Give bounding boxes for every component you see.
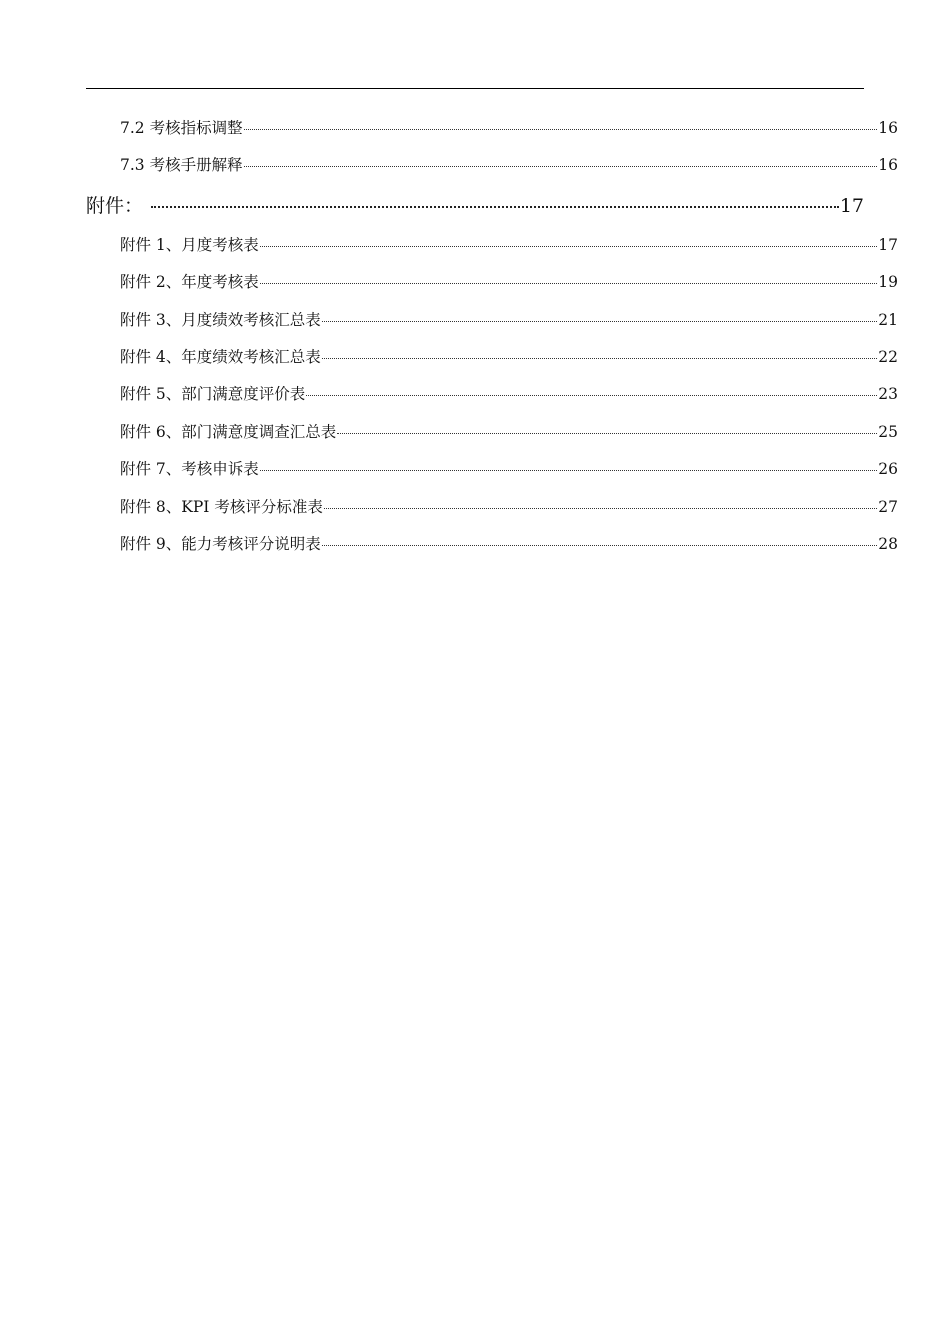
toc-entry-title: 附件 3、月度绩效考核汇总表: [120, 310, 321, 329]
toc-dot-leader: [306, 395, 877, 396]
toc-entry-page: 21: [878, 310, 898, 329]
toc-entry-page: 27: [878, 497, 898, 516]
toc-entry-title: 附件 1、月度考核表: [120, 235, 259, 254]
toc-entry-title: 7.2 考核指标调整: [120, 119, 243, 137]
toc-entry-appendix-9[interactable]: [86, 526, 898, 563]
header-rule: [86, 88, 864, 89]
toc-entry-page: 25: [878, 422, 898, 441]
toc-dot-leader: [260, 283, 877, 284]
toc-entry-title: 7.3 考核手册解释: [120, 156, 243, 175]
toc-entry-7-3[interactable]: [86, 147, 898, 184]
toc-entry-title: 附件 6、部门满意度调查汇总表: [120, 422, 337, 441]
toc-entry-title: 附件 7、考核申诉表: [120, 460, 259, 479]
toc-entry-appendix-6[interactable]: [86, 414, 898, 451]
toc-entry-page: 16: [878, 156, 898, 175]
toc-entry-page: 23: [878, 385, 898, 404]
toc-entry-appendix-7[interactable]: [86, 451, 898, 488]
table-of-contents: [86, 110, 898, 563]
toc-entry-page: 22: [878, 347, 898, 366]
toc-entry-title: 附件：: [86, 194, 144, 217]
toc-entry-appendix-2[interactable]: [86, 264, 898, 301]
toc-dot-leader: [322, 358, 877, 359]
toc-entry-title: 附件 8、KPI 考核评分标准表: [120, 497, 323, 516]
toc-dot-leader: [322, 321, 877, 322]
toc-dot-leader: [260, 470, 877, 471]
toc-entry-title: 附件 5、部门满意度评价表: [120, 385, 306, 404]
toc-entry-appendix-3[interactable]: [86, 302, 898, 339]
toc-entry-title: 附件 4、年度绩效考核汇总表: [120, 347, 321, 366]
toc-dot-leader: [324, 508, 877, 509]
toc-entry-page: 26: [878, 460, 898, 479]
toc-entry-title: 附件 9、能力考核评分说明表: [120, 534, 321, 553]
toc-entry-appendix-1[interactable]: [86, 227, 898, 264]
toc-entry-page: 28: [878, 534, 898, 553]
toc-entry-appendix-4[interactable]: [86, 339, 898, 376]
toc-dot-leader: [260, 246, 877, 247]
toc-dot-leader: [151, 206, 839, 208]
toc-dot-leader: [244, 166, 878, 167]
toc-entry-7-2[interactable]: [86, 110, 898, 147]
toc-entry-page: 17: [878, 235, 898, 254]
toc-entry-appendix-8[interactable]: [86, 489, 898, 526]
toc-dot-leader: [244, 129, 878, 130]
toc-entry-page: 19: [878, 273, 898, 292]
toc-dot-leader: [322, 545, 877, 546]
toc-entry-title: 附件 2、年度考核表: [120, 273, 259, 292]
toc-entry-page: 17: [839, 194, 864, 217]
toc-dot-leader: [337, 433, 877, 434]
toc-entry-appendix[interactable]: [86, 185, 864, 227]
toc-entry-page: 16: [878, 119, 898, 137]
toc-entry-appendix-5[interactable]: [86, 376, 898, 413]
